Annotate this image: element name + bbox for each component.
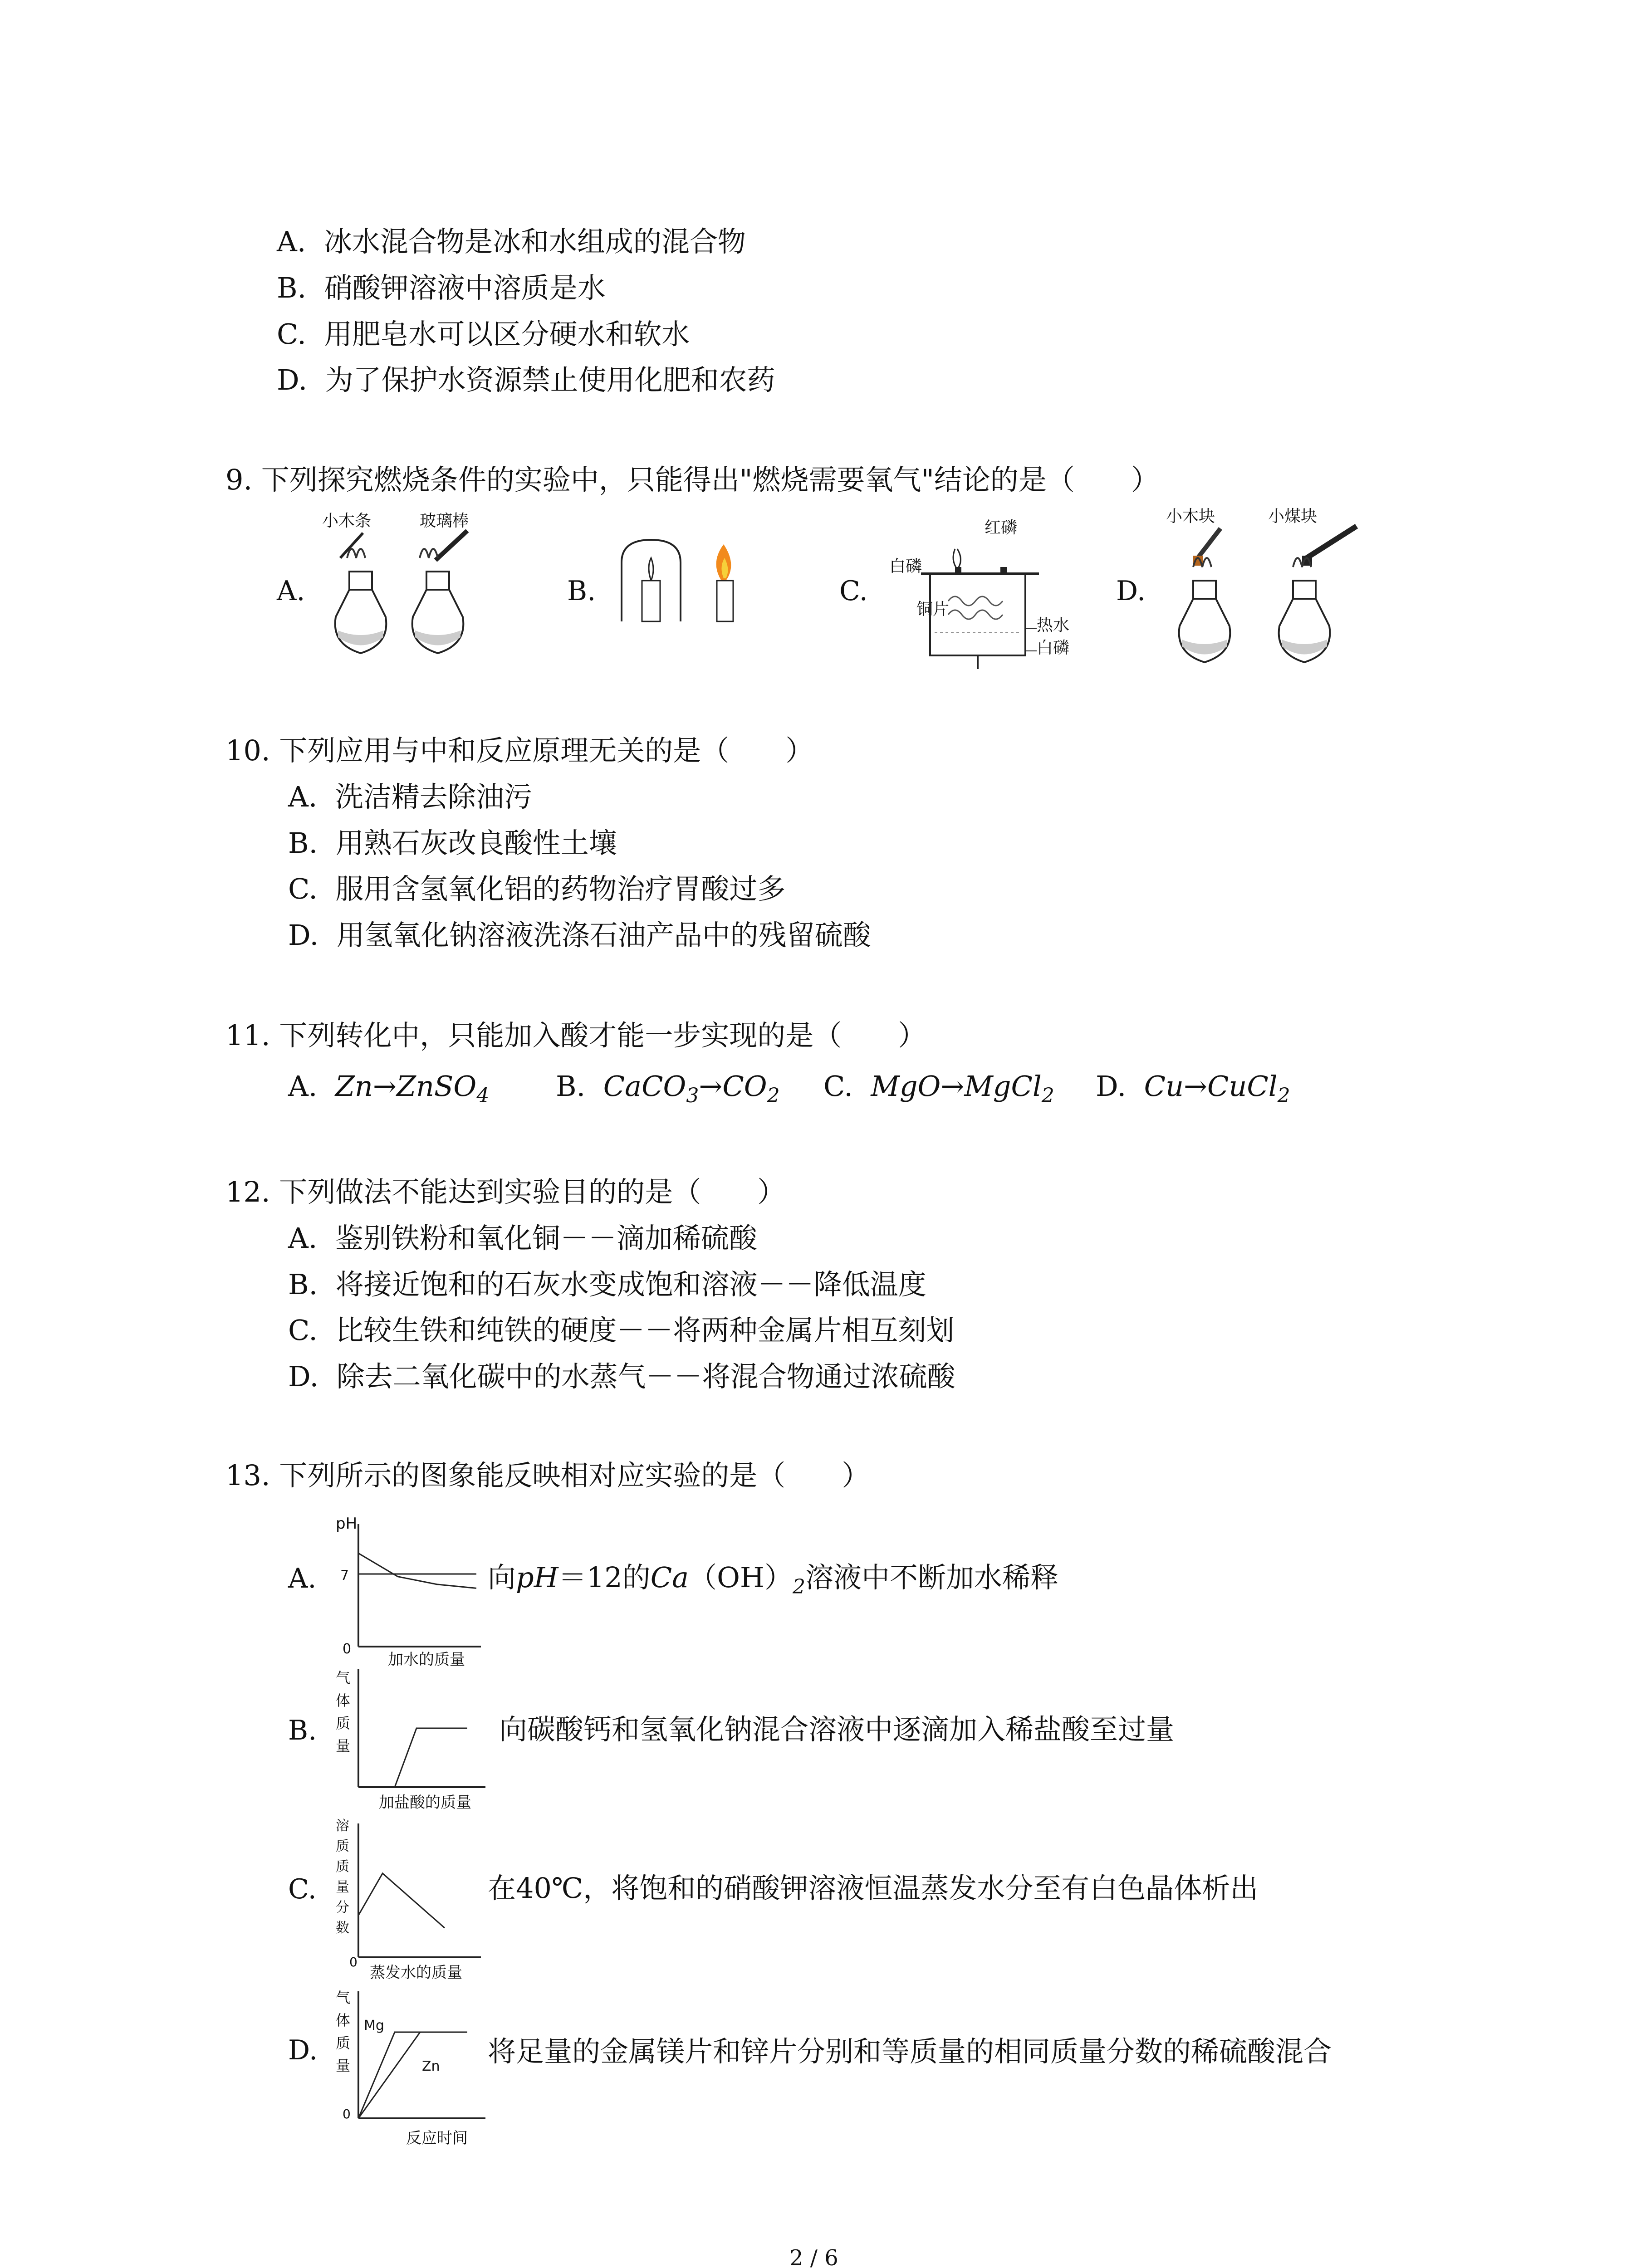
fig-label: 玻璃棒 bbox=[420, 512, 469, 530]
chart-d-ylabel-2: 体 bbox=[336, 2012, 351, 2029]
q13-stem: 13. 下列所示的图象能反映相对应实验的是（ ） bbox=[225, 1459, 870, 1492]
q13-label-b: B. bbox=[288, 1715, 317, 1746]
fig-label: 小木条 bbox=[322, 512, 372, 530]
q8-option-d: D. 为了保护水资源禁止使用化肥和农药 bbox=[277, 363, 775, 396]
fig-label: 铜片 bbox=[916, 600, 950, 619]
q10-stem: 10. 下列应用与中和反应原理无关的是（ ） bbox=[225, 734, 814, 767]
q10-option-d: D. 用氢氧化钠溶液洗涤石油产品中的残留硫酸 bbox=[288, 919, 871, 952]
q12-option-c: C. 比较生铁和纯铁的硬度－－将两种金属片相互刻划 bbox=[288, 1314, 955, 1347]
chart-b-ylabel-4: 量 bbox=[336, 1737, 351, 1755]
q9-figure-c bbox=[889, 513, 1080, 678]
q8-option-b: B. 硝酸钾溶液中溶质是水 bbox=[277, 271, 606, 304]
fig-label: 小木块 bbox=[1166, 507, 1215, 526]
chart-c-ylabel-6: 数 bbox=[336, 1920, 349, 1936]
chart-b-ylabel-2: 体 bbox=[336, 1692, 351, 1709]
q9-stem: 9. 下列探究燃烧条件的实验中，只能得出"燃烧需要氧气"结论的是（ ） bbox=[225, 463, 1159, 496]
q9-figure-d bbox=[1157, 503, 1411, 696]
chart-b-series-line bbox=[358, 1728, 467, 1787]
q13-chart-c bbox=[331, 1810, 513, 1984]
q13-chart-a bbox=[331, 1510, 504, 1676]
fig-label: 红磷 bbox=[985, 518, 1018, 537]
chart-d-series-line-mg bbox=[358, 2032, 467, 2118]
page-number: 2 / 6 bbox=[789, 2245, 838, 2268]
q13-label-c: C. bbox=[288, 1873, 317, 1905]
q11-stem: 11. 下列转化中，只能加入酸才能一步实现的是（ ） bbox=[225, 1019, 926, 1052]
fig-label: 白磷 bbox=[1037, 639, 1070, 657]
chart-c-ylabel-5: 分 bbox=[336, 1900, 349, 1916]
chart-d-xlabel: 反应时间 bbox=[406, 2129, 468, 2147]
q9-label-d: D. bbox=[1116, 575, 1146, 607]
chart-d-series-label-zn: Zn bbox=[422, 2058, 440, 2074]
q11-option-b: B. $CaCO_3\to CO_2$ bbox=[556, 1070, 780, 1107]
chart-b-ylabel-3: 质 bbox=[336, 1715, 351, 1732]
q12-stem: 12. 下列做法不能达到实验目的的是（ ） bbox=[225, 1175, 786, 1208]
fig-label: 热水 bbox=[1037, 616, 1070, 635]
chart-d-ylabel-1: 气 bbox=[336, 1989, 351, 2006]
chart-b-xlabel: 加盐酸的质量 bbox=[379, 1794, 471, 1812]
q9-label-c: C. bbox=[839, 575, 868, 607]
q13-chart-b bbox=[331, 1660, 513, 1816]
chart-a-xlabel: 加水的质量 bbox=[388, 1651, 465, 1669]
fig-label: 白磷 bbox=[889, 557, 922, 576]
q13-label-d: D. bbox=[288, 2034, 318, 2066]
q12-option-b: B. 将接近饱和的石灰水变成饱和溶液－－降低温度 bbox=[288, 1268, 926, 1301]
q11-option-a: A. Zn→ZnSO$_4$ bbox=[288, 1070, 490, 1107]
chart-d-ylabel-3: 质 bbox=[336, 2034, 351, 2052]
q8-option-a: A. 冰水混合物是冰和水组成的混合物 bbox=[277, 225, 746, 258]
chart-d-series-line-zn bbox=[358, 2032, 467, 2118]
fig-label: 小煤块 bbox=[1268, 507, 1318, 526]
chart-b-ylabel-1: 气 bbox=[336, 1669, 351, 1686]
q9-label-a: A. bbox=[277, 575, 305, 607]
q12-option-a: A. 鉴别铁粉和氧化铜－－滴加稀硫酸 bbox=[288, 1222, 757, 1255]
chart-a-ytick: 7 bbox=[340, 1568, 349, 1584]
q10-option-a: A. 洗洁精去除油污 bbox=[288, 780, 532, 813]
q10-option-c: C. 服用含氢氧化铝的药物治疗胃酸过多 bbox=[288, 872, 786, 905]
q13-option-a-text: 向pH＝12的$Ca(OH)_2$溶液中不断加水稀释 bbox=[488, 1561, 1059, 1598]
q13-option-d-text: 将足量的金属镁片和锌片分别和等质量的相同质量分数的稀硫酸混合 bbox=[488, 2035, 1332, 2068]
chart-c-series-line bbox=[358, 1873, 445, 1928]
chart-c-ylabel-2: 质 bbox=[336, 1838, 349, 1854]
q13-option-b-text: 向碳酸钙和氢氧化钠混合溶液中逐滴加入稀盐酸至过量 bbox=[499, 1713, 1175, 1746]
chart-c-origin: 0 bbox=[349, 1955, 358, 1970]
q12-option-d: D. 除去二氧化碳中的水蒸气－－将混合物通过浓硫酸 bbox=[288, 1360, 955, 1393]
q11-option-d: D. Cu→CuCl$_2$ bbox=[1096, 1070, 1290, 1107]
chart-c-xlabel: 蒸发水的质量 bbox=[370, 1964, 462, 1982]
q11-option-c: C. MgO→MgCl$_2$ bbox=[823, 1070, 1054, 1107]
q13-option-c-text: 在40℃，将饱和的硝酸钾溶液恒温蒸发水分至有白色晶体析出 bbox=[488, 1872, 1259, 1905]
chart-a-ylabel: pH bbox=[336, 1515, 358, 1533]
q10-option-b: B. 用熟石灰改良酸性土壤 bbox=[288, 826, 617, 860]
chart-c-ylabel-3: 质 bbox=[336, 1859, 349, 1875]
q9-figure-a bbox=[313, 508, 540, 691]
chart-d-ylabel-4: 量 bbox=[336, 2057, 351, 2074]
q13-label-a: A. bbox=[288, 1563, 317, 1594]
chart-a-series-line bbox=[358, 1553, 476, 1588]
q13-chart-d bbox=[331, 1982, 513, 2152]
q8-option-c: C. 用肥皂水可以区分硬水和软水 bbox=[277, 318, 690, 351]
chart-d-series-label-mg: Mg bbox=[364, 2018, 384, 2033]
chart-c-ylabel-4: 量 bbox=[336, 1879, 349, 1895]
chart-c-ylabel-1: 溶 bbox=[336, 1818, 349, 1834]
chart-a-origin: 0 bbox=[343, 1641, 352, 1657]
q9-figure-b bbox=[612, 531, 758, 641]
chart-d-origin: 0 bbox=[343, 2107, 351, 2121]
q9-label-b: B. bbox=[567, 575, 596, 607]
